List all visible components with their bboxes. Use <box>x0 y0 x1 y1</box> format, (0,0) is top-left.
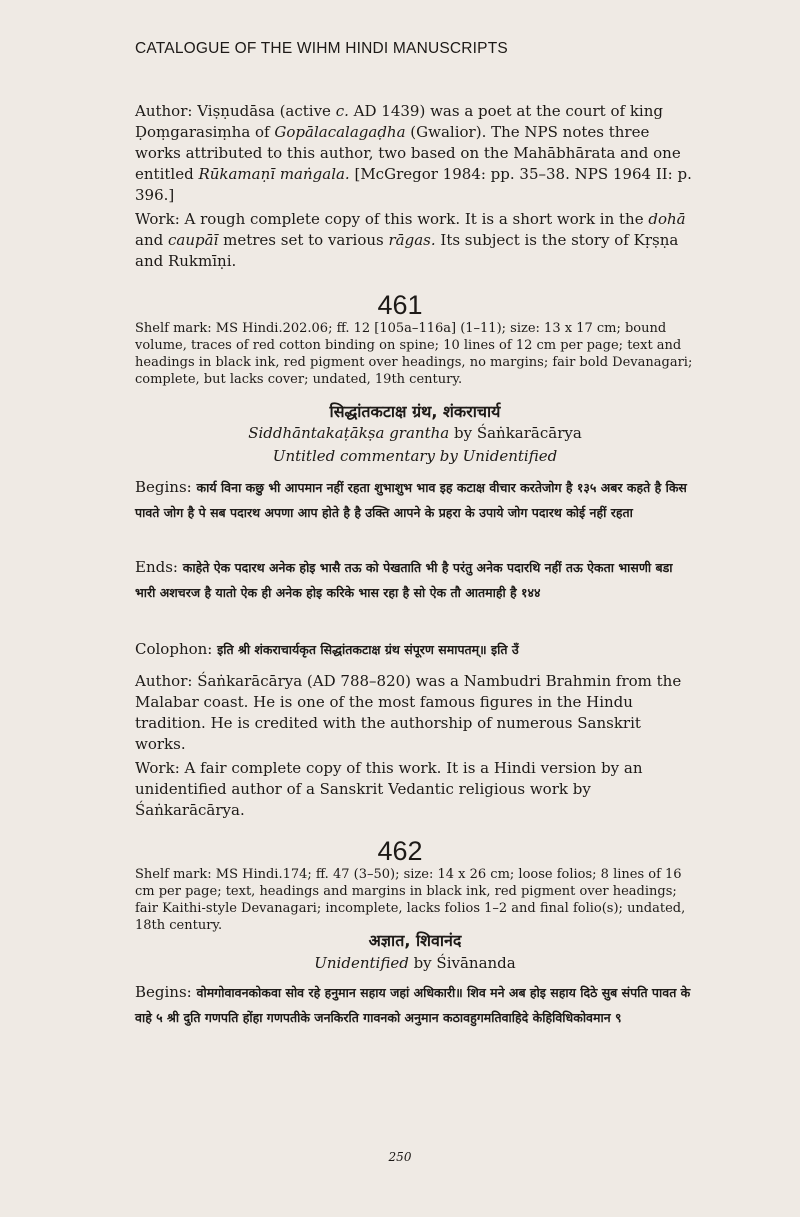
page-number: 250 <box>388 1150 412 1164</box>
shelf-mark-462: Shelf mark: MS Hindi.174; ff. 47 (3–50); size: 14 x 26 cm; loose folios; 8 lines of 16 cm per page; text, headings and margins in black ink, red pigment over headings; fair Kaithi-style Devanagari; incomplete, lacks folios 1–2 and final folio(s); undated, 18th century. <box>135 867 686 933</box>
work-paragraph-vishnudasa: Work: A rough complete copy of this work. It is a short work in the dohā and caupāī metres set to various rāgas. Its subject is the story of Kṛṣṇa and Rukmīṇi. <box>135 210 686 270</box>
colophon-461: Colophon: इति श्री शंकराचार्यकृत सिद्धांतकटाक्ष ग्रंथ संपूरण समापतम्॥ इति उँ <box>135 640 519 658</box>
begins-461: Begins: कार्य विना कछु भी आपमान नहीं रहता शुभाशुभ भाव इह कटाक्ष वीचार करतेजोग है १३५ अबर कहते है किस पावते जोग है पे सब पदारथ अपणा आप होते है है उक्ति आपने के प्रहरा के उपाये जोग पदारथ कोई नहीं रहता <box>135 478 687 520</box>
running-head: CATALOGUE OF THE WIHM HINDI MANUSCRIPTS <box>135 40 508 57</box>
entry-number-462: 462 <box>377 836 423 866</box>
begins-462: Begins: वोमगोवावनकोकवा सोव रहे हनुमान सहाय जहां अधिकारी॥ शिव मने अब होइ सहाय दिठे सुब संपति पावत के वाहे ५ श्री दुति गणपति होंहा गणपतीके जनकिरति गावनको अनुमान कठावहुगमतिवाहिदे केहिविधिकोवमान ९ <box>135 983 691 1025</box>
devanagari-title-462: अज्ञात, शिवानंद <box>368 931 462 950</box>
shelf-mark-461: Shelf mark: MS Hindi.202.06; ff. 12 [105a–116a] (1–11); size: 13 x 17 cm; bound volume, traces of red cotton binding on spine; 10 lines of 12 cm per page; text and headings in black ink, red pigment over headings, no margins; fair bold Devanagari; complete, but lacks cover; undated, 19th century. <box>135 321 693 387</box>
devanagari-title-461: सिद्धांतकटाक्ष ग्रंथ, शंकराचार्य <box>329 402 501 421</box>
author-paragraph-461: Author: Śaṅkarācārya (AD 788–820) was a Nambudri Brahmin from the Malabar coast. He is one of the most famous figures in the Hindu tradition. He is credited with the authorship of numerous Sanskrit works. <box>135 672 682 753</box>
ends-461: Ends: काहेते ऐक पदारथ अनेक होइ भासै तऊ को पेखताति भी है परंतु अनेक पदारथि नहीं तऊ ऐकता भासणी बडा भारी अशचरज है यातो ऐक ही अनेक होइ करिके भास रहा है सो ऐक तौ आतमाही है १४४ <box>135 558 673 600</box>
title-line-462: Unidentified by Śivānanda <box>314 954 516 972</box>
author-paragraph-vishnudasa: Author: Viṣṇudāsa (active c. AD 1439) was a poet at the court of king Ḍoṃgarasiṃha of Gopālacalagaḍha (Gwalior). The NPS notes three works attributed to this author, two based on the Mahābhārata and one entitled Rūkamaṇī maṅgala. [McGregor 1984: pp. 35–38. NPS 1964 II: p. 396.] <box>135 102 692 204</box>
subtitle-line-461: Untitled commentary by Unidentified <box>272 447 558 465</box>
work-paragraph-461: Work: A fair complete copy of this work. It is a Hindi version by an unidentified author of a Sanskrit Vedantic religious work by Śaṅkarācārya. <box>135 759 643 819</box>
entry-number-461: 461 <box>377 290 423 320</box>
title-line-461: Siddhāntakaṭākṣa grantha by Śaṅkarācārya <box>248 424 582 442</box>
